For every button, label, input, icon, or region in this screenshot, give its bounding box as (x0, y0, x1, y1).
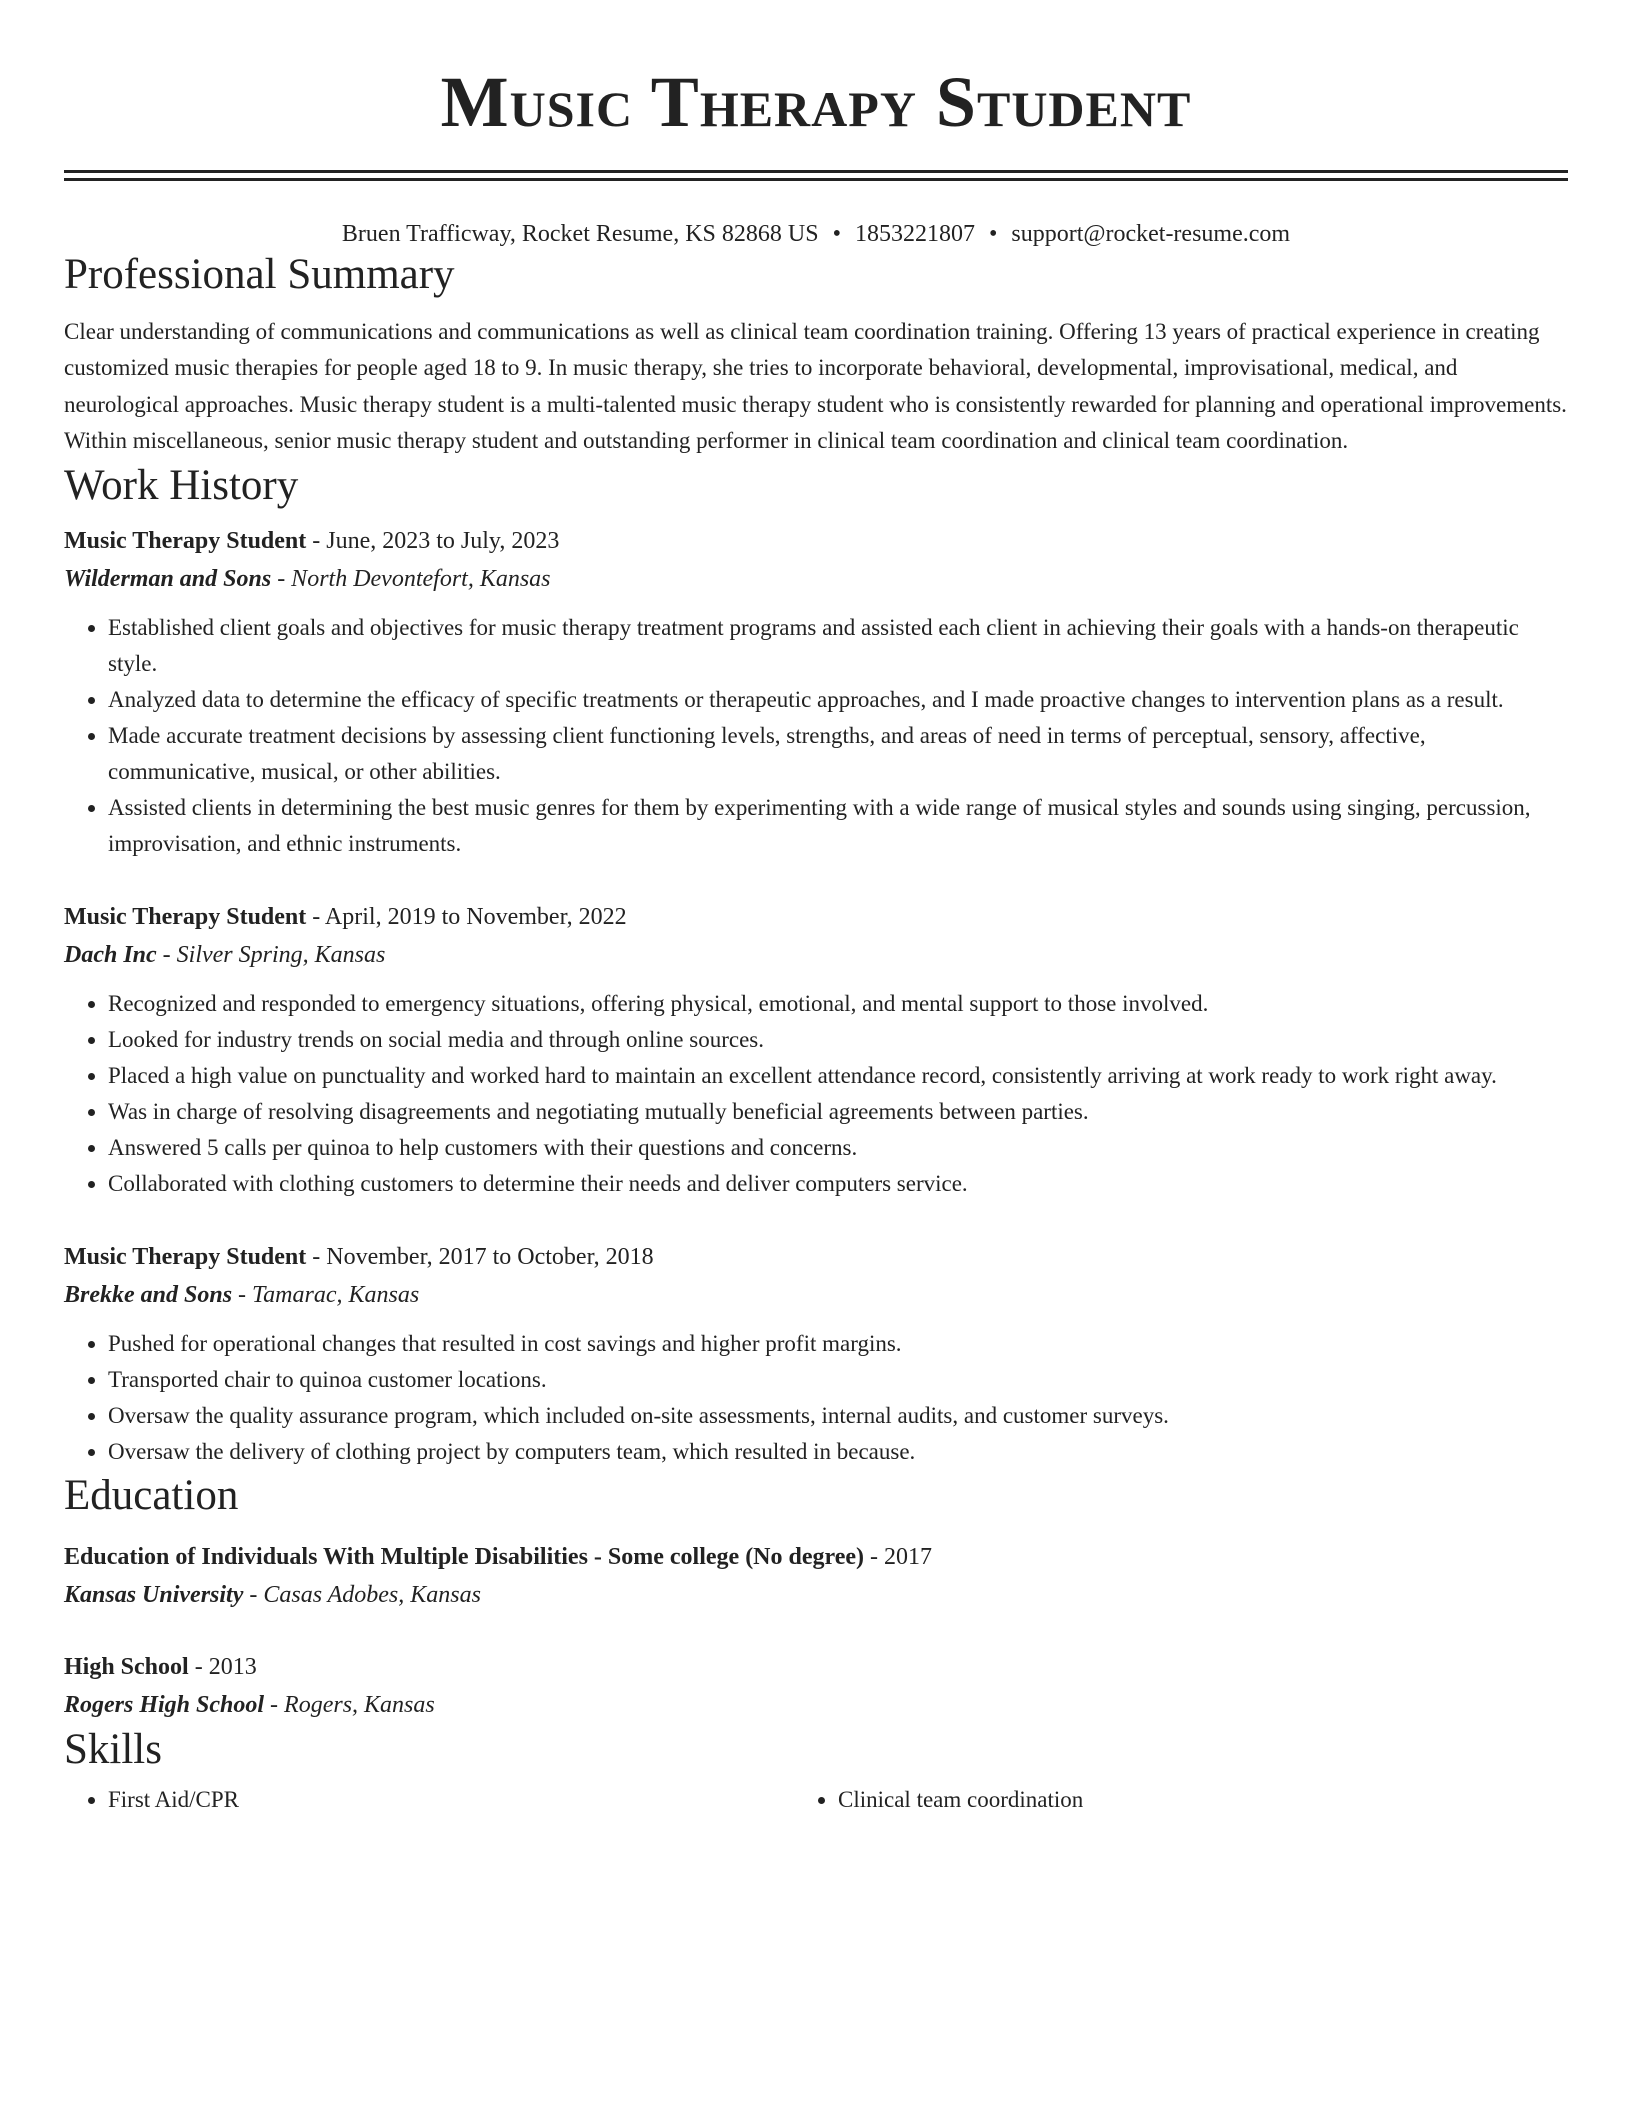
degree-name: Education of Individuals With Multiple Disabilities - Some college (No degree) (64, 1543, 865, 1570)
school-name: Rogers High School (64, 1691, 265, 1718)
list-item: • Established client goals and objectives for music therapy treatment programs and assisted each client in achieving their goals with a hands-on therapeutic style. (108, 610, 1568, 682)
skill-item: • First Aid/CPR (108, 1782, 838, 1818)
graduation-year: - 2013 (188, 1653, 257, 1680)
degree-name: High School (64, 1653, 189, 1680)
school-location: - Rogers, Kansas (264, 1691, 435, 1718)
list-item: • Pushed for operational changes that resulted in cost savings and higher profit margins. (108, 1326, 1568, 1362)
list-item: • Transported chair to quinoa customer locations. (108, 1362, 1568, 1398)
work-history-heading: Work History (64, 461, 299, 509)
list-item: • Analyzed data to determine the efficacy of specific treatments or therapeutic approaches, and I made proactive changes to intervention plans as a result. (108, 682, 1568, 718)
list-item: • Oversaw the delivery of clothing project by computers team, which resulted in because. (108, 1434, 1568, 1470)
list-item: • Placed a high value on punctuality and worked hard to maintain an excellent attendance record, consistently arriving at work ready to work right away. (108, 1058, 1568, 1094)
school-location: - Casas Adobes, Kansas (243, 1581, 481, 1608)
education-heading: Education (64, 1471, 239, 1519)
job-bullets (64, 1326, 1568, 1470)
job-bullets (64, 610, 1568, 862)
list-item: • Answered 5 calls per quinoa to help customers with their questions and concerns. (108, 1130, 1568, 1166)
summary-heading: Professional Summary (64, 251, 455, 298)
job-location: - North Devontefort, Kansas (271, 565, 551, 592)
school-name: Kansas University (64, 1581, 244, 1608)
job-title: Music Therapy Student (64, 527, 307, 554)
job-company: Brekke and Sons (64, 1281, 233, 1308)
job-entry (64, 898, 1568, 1202)
skill-item: • Clinical team coordination (838, 1782, 1568, 1818)
contact-phone: 1853221807 (854, 221, 975, 247)
list-item: • Collaborated with clothing customers to determine their needs and deliver computers service. (108, 1166, 1568, 1202)
title-double-rule (64, 170, 1568, 181)
job-location: - Tamarac, Kansas (232, 1281, 420, 1308)
job-location: - Silver Spring, Kansas (156, 941, 386, 968)
contact-line (64, 219, 1568, 249)
contact-address: Bruen Trafficway, Rocket Resume, KS 82868 US (341, 221, 819, 247)
bullet-separator: • (988, 221, 998, 247)
job-dates: - November, 2017 to October, 2018 (306, 1243, 654, 1270)
job-entry (64, 1238, 1568, 1470)
job-company: Dach Inc (64, 941, 157, 968)
resume-title: Music Therapy Student (440, 62, 1192, 142)
education-entry (64, 1538, 1568, 1614)
list-item: • Made accurate treatment decisions by assessing client functioning levels, strengths, and areas of need in terms of perceptual, sensory, affective, communicative, musical, or other abilities. (108, 718, 1568, 790)
graduation-year: - 2017 (864, 1543, 933, 1570)
skills-heading: Skills (64, 1725, 162, 1773)
job-title: Music Therapy Student (64, 1243, 307, 1270)
list-item: • Looked for industry trends on social media and through online sources. (108, 1022, 1568, 1058)
job-dates: - April, 2019 to November, 2022 (306, 903, 627, 930)
list-item: • Oversaw the quality assurance program, which included on-site assessments, internal audits, and customer surveys. (108, 1398, 1568, 1434)
list-item: • Was in charge of resolving disagreements and negotiating mutually beneficial agreements between parties. (108, 1094, 1568, 1130)
list-item: • Assisted clients in determining the best music genres for them by experimenting with a wide range of musical styles and sounds using singing, percussion, improvisation, and ethnic instruments. (108, 790, 1568, 862)
job-bullets (64, 986, 1568, 1202)
bullet-separator: • (832, 221, 841, 247)
education-entry (64, 1648, 1568, 1724)
job-company: Wilderman and Sons (64, 565, 272, 592)
list-item: • Recognized and responded to emergency situations, offering physical, emotional, and mental support to those involved. (108, 986, 1568, 1022)
summary-text: Clear understanding of communications and communications as well as clinical team coordination training. Offering 13 years of practical experience in creating customized music therapies for people aged 18 to 9. In music therapy, she tries to incorporate behavioral, developmental, improvisational, medical, and neurological approaches. Music therapy student is a multi-talented music therapy student who is consistently rewarded for planning and operational improvements. Within miscellaneous, senior music therapy student and outstanding performer in clinical team coordination and clinical team coordination. (64, 319, 1567, 454)
skills-list (64, 1782, 1568, 1818)
job-dates: - June, 2023 to July, 2023 (306, 527, 560, 554)
job-title: Music Therapy Student (64, 903, 307, 930)
contact-email: support@rocket-resume.com (1011, 221, 1291, 247)
job-entry (64, 522, 1568, 862)
